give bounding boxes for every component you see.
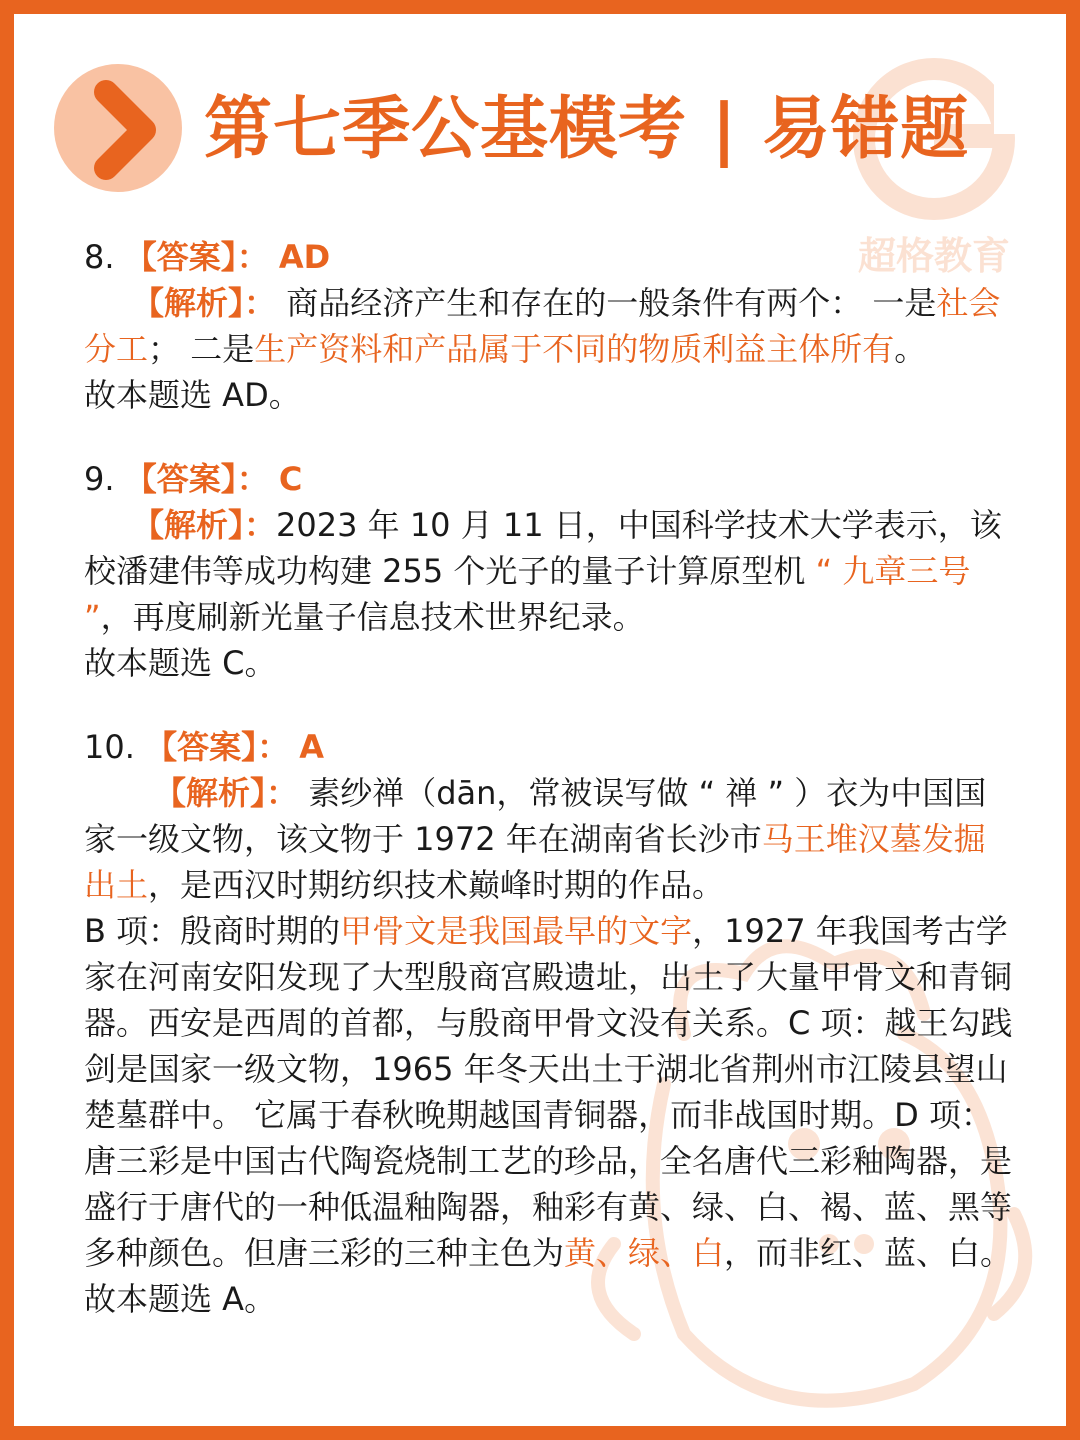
analysis-paragraph xyxy=(84,280,1014,372)
analysis-text: ； 二是 xyxy=(148,330,255,368)
answer-colon: ： xyxy=(236,238,269,276)
analysis-text: 2023 年 10 月 11 日，中国科学技术大学表示，该校潘建伟等成功构建 255 个光子的量子计算原型机 xyxy=(84,506,1002,590)
watermark-text: 超格教育 xyxy=(857,234,1011,278)
answer-tag: 【答案】 xyxy=(124,238,237,276)
question-number: 10. xyxy=(84,728,135,766)
options-paragraph xyxy=(84,908,1014,1276)
answer-tag: 【答案】 xyxy=(145,728,258,766)
analysis-text: B 项：殷商时期的 xyxy=(84,912,341,950)
page-header xyxy=(54,64,970,214)
analysis-tag: 【解析】 xyxy=(154,774,267,812)
question-number: 9. xyxy=(84,460,115,498)
content xyxy=(84,234,1014,1360)
chevron-badge xyxy=(54,64,182,192)
conclusion: 故本题选 A。 xyxy=(84,1280,277,1318)
conclusion: 故本题选 C。 xyxy=(84,644,277,682)
analysis-text: ，而非红、蓝、白。 xyxy=(724,1234,1013,1272)
answer-line xyxy=(84,724,1014,770)
page xyxy=(14,14,1066,1426)
question-8 xyxy=(84,234,1014,418)
highlight-text: “ 九章三号 ” xyxy=(84,552,971,636)
analysis-text: ，是西汉时期纺织技术巅峰时期的作品。 xyxy=(148,866,725,904)
analysis-paragraph xyxy=(84,770,1014,908)
chevron-right-icon xyxy=(54,64,182,192)
answer-value: C xyxy=(278,460,303,498)
answer-tag: 【答案】 xyxy=(124,460,237,498)
question-9 xyxy=(84,456,1014,686)
analysis-colon: ： xyxy=(244,284,277,322)
analysis-colon: ： xyxy=(266,774,299,812)
question-number: 8. xyxy=(84,238,115,276)
analysis-paragraph xyxy=(84,502,1014,640)
question-10 xyxy=(84,724,1014,1322)
analysis-colon: ： xyxy=(244,506,277,544)
highlight-text: 黄、绿、白 xyxy=(564,1234,725,1272)
highlight-text: 生产资料和产品属于不同的物质利益主体所有 xyxy=(254,330,895,368)
answer-colon: ： xyxy=(236,460,269,498)
highlight-text: 马王堆汉墓发掘出土 xyxy=(84,820,986,904)
analysis-text: 。 xyxy=(894,330,927,368)
answer-value: AD xyxy=(278,238,331,276)
analysis-text: 商品经济产生和存在的一般条件有两个： 一是 xyxy=(286,284,937,322)
highlight-text: 社会分工 xyxy=(84,284,1001,368)
analysis-text: 素纱禅（dān，常被误写做 “ 禅 ” ）衣为中国国家一级文物，该文物于 1972 年在湖南省长沙市 xyxy=(84,774,987,858)
highlight-text: 甲骨文是我国最早的文字 xyxy=(340,912,693,950)
page-title: 第七季公基模考 | 易错题 xyxy=(204,90,970,169)
conclusion: 故本题选 AD。 xyxy=(84,376,301,414)
analysis-tag: 【解析】 xyxy=(132,284,245,322)
analysis-tag: 【解析】 xyxy=(132,506,245,544)
answer-colon: ： xyxy=(257,728,290,766)
analysis-text: ，1927 年我国考古学家在河南安阳发现了大型殷商宫殿遗址，出土了大量甲骨文和青铜器。西安是西周的首都，与殷商甲骨文没有关系。C 项：越王勾践剑是国家一级文物，1965 年冬天出土于湖北省荆州市江陵县望山楚墓群中。 它属于春秋晚期越国青铜器，而非战国时期。D 项：唐三彩是中国古代陶瓷烧制工艺的珍品，全名唐代三彩釉陶器，是盛行于唐代的一种低温釉陶器，釉彩有黄、绿、白、褐、蓝、黑等多种颜色。但唐三彩的三种主色为 xyxy=(84,912,1013,1272)
analysis-text: ，再度刷新光量子信息技术世界纪录。 xyxy=(100,598,645,636)
answer-value: A xyxy=(299,728,325,766)
answer-line xyxy=(84,456,1014,502)
answer-line xyxy=(84,234,1014,280)
